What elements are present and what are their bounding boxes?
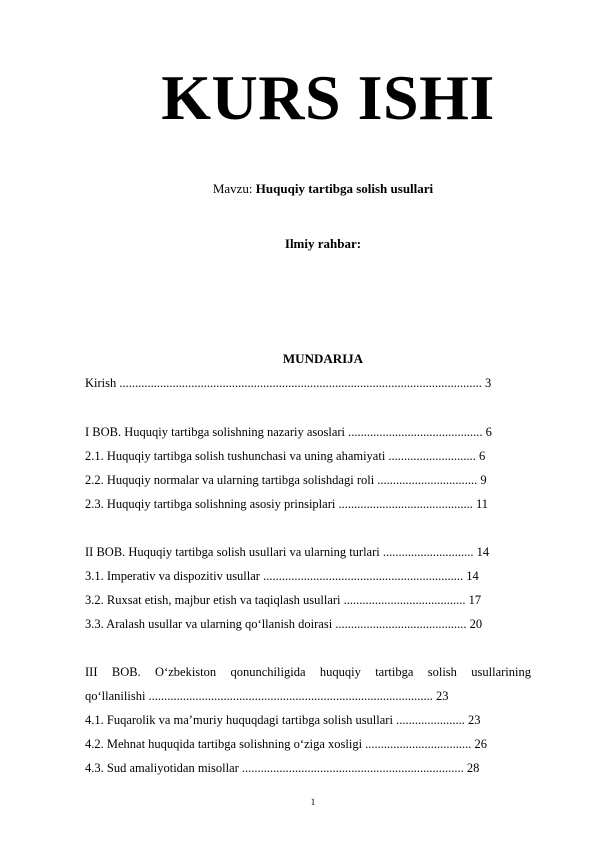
topic-label: Mavzu: [212,181,253,196]
toc-entry: III BOB. O‘zbekiston qonunchiligida huquqiy tartibga solish usullarining [85,665,531,679]
toc-heading: MUNDARIJA [282,351,364,366]
topic-line [0,181,596,197]
toc-entry: Kirish .................................................................................................................... 3 [85,376,492,390]
toc-entry: 3.3. Aralash usullar va ularning qo‘llanish doirasi .......................................... 20 [85,617,483,631]
toc-entry: 2.1. Huquqiy tartibga solish tushunchasi va uning ahamiyati ............................ 6 [85,449,486,463]
toc-entry: qo‘llanilishi ........................................................................................... 23 [85,689,449,703]
page-number: 1 [310,797,316,807]
toc-entry: 4.3. Sud amaliyotidan misollar ....................................................................... 28 [85,761,480,775]
topic-value: Huquqiy tartibga solish usullari [255,181,434,196]
document-title: KURS ISHI [161,62,495,133]
advisor-label: Ilmiy rahbar: [284,236,362,251]
toc-entry: I BOB. Huquqiy tartibga solishning nazariy asoslari ........................................... 6 [85,425,492,439]
toc-entry: II BOB. Huquqiy tartibga solish usullari va ularning turlari ............................. 14 [85,545,490,559]
toc-entry: 2.2. Huquqiy normalar va ularning tartibga solishdagi roli ................................ 9 [85,473,487,487]
toc-entry: 3.2. Ruxsat etish, majbur etish va taqiqlash usullari ....................................... 17 [85,593,482,607]
toc-entry: 4.1. Fuqarolik va ma’muriy huquqdagi tartibga solish usullari ...................... 23 [85,713,481,727]
toc-entry: 2.3. Huquqiy tartibga solishning asosiy prinsiplari ........................................... 11 [85,497,488,511]
toc-entry: 3.1. Imperativ va dispozitiv usullar ................................................................ 14 [85,569,479,583]
toc-entry: 4.2. Mehnat huquqida tartibga solishning o‘ziga xosligi .................................. 26 [85,737,488,751]
